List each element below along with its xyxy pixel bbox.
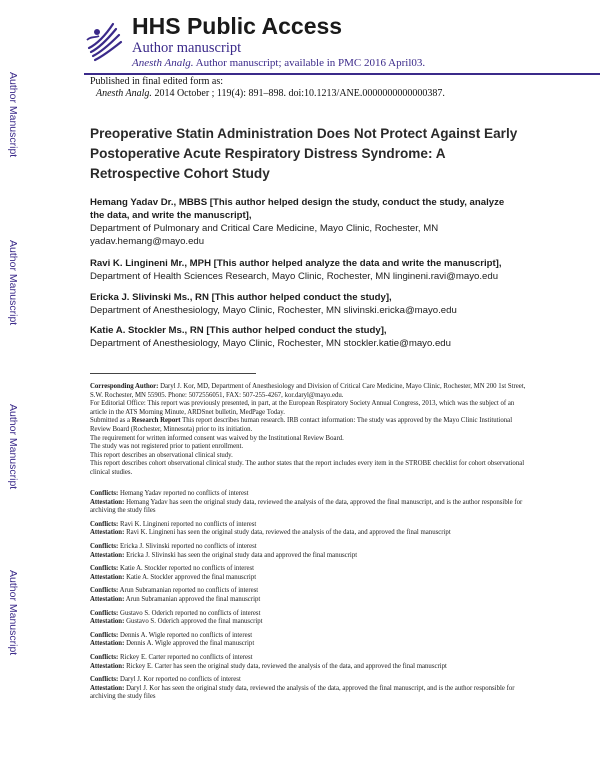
conflicts-text: Hemang Yadav reported no conflicts of interest [120,490,249,497]
attestation-label: Attestation: [90,529,125,537]
author-name: Ravi K. Lingineni Mr., MPH [This author helped analyze the data and write the manuscript], [90,258,502,269]
observational-note: This report describes an observational clinical study. [90,451,233,459]
registration-note: The study was not registered prior to patient enrollment. [90,443,244,451]
hhs-eagle-logo-icon [83,18,123,62]
author-name: Hemang Yadav Dr., MBBS [This author helped design the study, conduct the study, analyze the data, and write the manuscript], [90,197,505,221]
author-name: Ericka J. Slivinski Ms., RN [This author helped conduct the study], [90,292,392,303]
conflicts-label: Conflicts: [90,653,119,661]
header-availability: Author manuscript; available in PMC 2016 April03. [195,57,426,69]
author-affiliation: Department of Anesthesiology, Mayo Clinic, Rochester, MN stockler.katie@mayo.edu [90,338,451,349]
conflicts-text: Ericka J. Slivinski reported no conflicts of interest [120,542,257,550]
attestation-label: Attestation: [90,498,125,506]
author-block-2 [90,257,520,283]
publication-info [90,76,445,100]
conflicts-text: Dennis A. Wigle reported no conflicts of interest [120,631,253,639]
submitted-type: Research Report [131,417,181,425]
conflicts-text: Gustavo S. Oderich reported no conflicts of interest [120,609,261,617]
header-divider [84,73,600,75]
disclosure-item [90,610,530,627]
submitted-suffix: This report describes human research. IRB contact information: The study was approved by the Mayo Clinic Institutional Review Board (Rochester, Minnesota) prior to its initiation. [90,417,513,433]
author-email: yadav.hemang@mayo.edu [90,236,205,247]
corresponding-text: Daryl J. Kor, MD, Department of Anesthesiology and Division of Critical Care Medicine, Mayo Clinic, Rochester, MN 200 1st Street, S.W. Rochester, MN 55905. Phone: 5072556051, FAX: 507-255-4267, kor.daryl@mayo.edu. [90,383,526,399]
attestation-label: Attestation: [90,551,125,559]
conflicts-text: Daryl J. Kor reported no conflicts of interest [120,676,241,684]
conflicts-label: Conflicts: [90,631,119,639]
article-title: Preoperative Statin Administration Does Not Protect Against Early Postoperative Acute Respiratory Distress Syndrome: A Retrospective Cohort Study [90,126,518,181]
side-label-2: Author Manuscript [7,240,19,326]
conflicts-label: Conflicts: [90,542,119,550]
attestation-text: Arun Subramanian approved the final manuscript [125,595,261,603]
side-label-4: Author Manuscript [7,570,19,656]
attestation-label: Attestation: [90,618,125,626]
header-journal: Anesth Analg. [132,57,194,69]
attestation-label: Attestation: [90,640,125,648]
attestation-text: Rickey E. Carter has seen the original study data, reviewed the analysis of the data, and approved the final manuscript [126,662,447,670]
attestation-text: Daryl J. Kor has seen the original study data, reviewed the analysis of the data, approved the final manuscript, and is the author responsible for archiving the study files [90,684,515,701]
footnotes-block [90,383,530,478]
citation [90,88,445,100]
citation-journal: Anesth Analg. [96,88,152,99]
attestation-text: Ericka J. Slivinski has seen the original study data and approved the final manuscript [126,551,358,559]
disclosure-item [90,565,530,582]
conflicts-text: Rickey E. Carter reported no conflicts of interest [120,653,253,661]
citation-text: 2014 October ; 119(4): 891–898. doi:10.1213/ANE.0000000000000387. [154,88,445,99]
conflicts-label: Conflicts: [90,490,119,497]
disclosure-item [90,490,530,516]
submitted-note [90,417,530,434]
corresponding-label: Corresponding Author: [90,383,159,390]
published-label: Published in final edited form as: [90,76,224,87]
conflicts-label: Conflicts: [90,520,119,528]
attestation-label: Attestation: [90,662,125,670]
attestation-text: Gustavo S. Oderich approved the final manuscript [126,618,263,626]
attestation-text: Dennis A. Wigle approved the final manuscript [126,640,255,648]
attestation-label: Attestation: [90,573,125,581]
author-affiliation: Department of Health Sciences Research, Mayo Clinic, Rochester, MN lingineni.ravi@mayo.edu [90,271,499,282]
author-affiliation: Department of Pulmonary and Critical Care Medicine, Mayo Clinic, Rochester, MN [90,223,439,234]
disclosure-item [90,587,530,604]
strobe-note: This report describes cohort observational clinical study. The author states that the report includes every item in the STROBE checklist for cohort observational clinical studies. [90,460,525,476]
author-name: Katie A. Stockler Ms., RN [This author helped conduct the study], [90,325,387,336]
conflicts-label: Conflicts: [90,676,119,684]
submitted-prefix: Submitted as a [90,417,131,425]
conflicts-text: Arun Subramanian reported no conflicts of interest [119,587,259,595]
disclosure-list [90,490,530,707]
conflicts-text: Katie A. Stockler reported no conflicts of interest [120,565,255,573]
attestation-label: Attestation: [90,595,125,603]
side-label-3: Author Manuscript [7,404,19,490]
author-block-4 [90,324,520,350]
attestation-text: Ravi K. Lingineni has seen the original study data, reviewed the analysis of the data, and approved the final manuscript [126,529,451,537]
author-manuscript-label: Author manuscript [132,40,242,56]
disclosure-item [90,654,530,671]
footnote-divider [90,373,256,374]
availability-line [132,57,425,69]
attestation-text: Katie A. Stockler approved the final manuscript [126,573,257,581]
author-block-1 [90,196,520,248]
conflicts-label: Conflicts: [90,587,119,595]
disclosure-item [90,543,530,560]
attestation-text: Hemang Yadav has seen the original study data, reviewed the analysis of the data, approved the final manuscript, and is the author responsible for archiving the study files [90,498,523,515]
side-label-1: Author Manuscript [7,72,19,158]
disclosure-item [90,632,530,649]
hhs-public-access-title: HHS Public Access [132,13,343,39]
author-block-3 [90,291,520,317]
consent-note: The requirement for written informed consent was waived by the Institutional Review Board. [90,434,344,442]
disclosure-item [90,676,530,702]
corresponding-author [90,383,530,400]
disclosure-item [90,521,530,538]
attestation-label: Attestation: [90,684,125,692]
editorial-note: For Editorial Office: This report was previously presented, in part, at the European Respiratory Society Annual Congress, 2013, which was the subject of an article in the ATS Morning Minute, ARDSnet bulletin, MedPage Today. [90,400,515,416]
conflicts-text: Ravi K. Lingineni reported no conflicts of interest [120,520,257,528]
conflicts-label: Conflicts: [90,609,119,617]
conflicts-label: Conflicts: [90,565,119,573]
author-affiliation: Department of Anesthesiology, Mayo Clinic, Rochester, MN slivinski.ericka@mayo.edu [90,305,457,316]
